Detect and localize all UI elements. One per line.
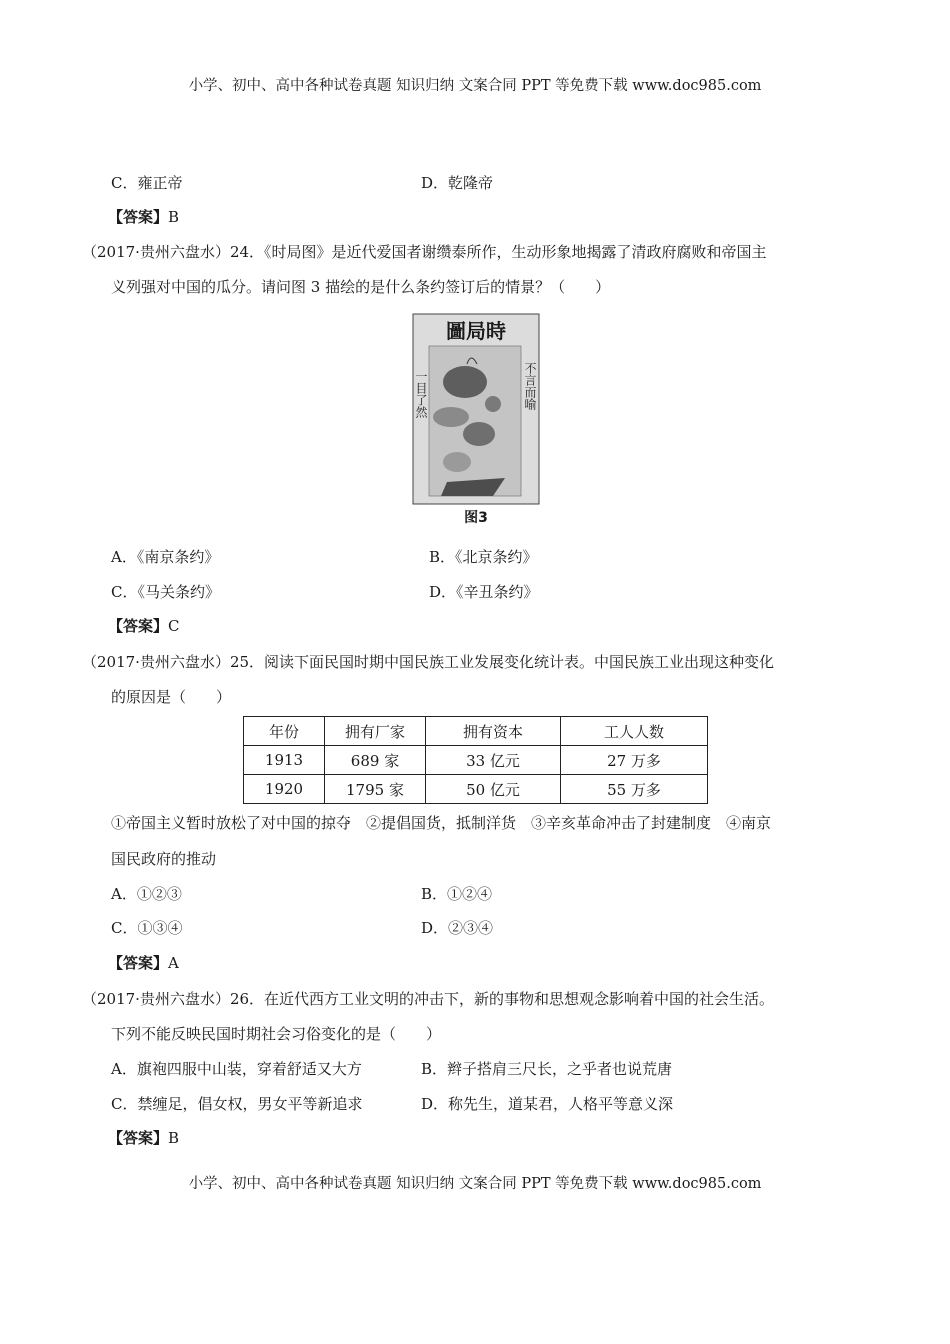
q26-answer [108, 1127, 179, 1148]
q24-stem-line1: （2017·贵州六盘水）24．《时局图》是近代爱国者谢缵泰所作，生动形象地揭露了清政府腐败和帝国主 [82, 243, 767, 261]
table-cell: 33 亿元 [426, 746, 561, 775]
prev-option-c: C．雍正帝 [111, 174, 183, 192]
q25-option-a: A．①②③ [111, 885, 182, 903]
q25-option-b: B．①②④ [421, 885, 493, 903]
shiju-tu-illustration [407, 312, 541, 528]
table-header-cell: 工人人数 [561, 717, 708, 746]
prev-option-d: D．乾隆帝 [421, 174, 494, 192]
q25-industry-table [243, 716, 708, 804]
table-row [244, 746, 708, 775]
q24-option-d: D．《辛丑条约》 [429, 583, 539, 601]
q26-stem-line1: （2017·贵州六盘水）26．在近代西方工业文明的冲击下，新的事物和思想观念影响着中国的社会生活。 [82, 990, 775, 1008]
table-header-cell: 拥有资本 [426, 717, 561, 746]
prev-answer [108, 206, 179, 227]
figure-right-text: 不言而喻 [523, 362, 537, 410]
answer-value: A [168, 954, 179, 972]
page-header: 小学、初中、高中各种试卷真题 知识归纳 文案合同 PPT 等免费下载 www.doc985.com [188, 78, 762, 94]
answer-value: B [168, 208, 180, 226]
q24-figure-shiju-tu [407, 312, 541, 528]
table-header-cell: 年份 [244, 717, 325, 746]
answer-label: 【答案】 [108, 954, 169, 972]
q26-option-d: D．称先生，道某君，人格平等意义深 [421, 1095, 674, 1113]
page-footer: 小学、初中、高中各种试卷真题 知识归纳 文案合同 PPT 等免费下载 www.doc985.com [188, 1176, 762, 1192]
table-cell: 55 万多 [561, 775, 708, 804]
figure-caption: 图3 [464, 510, 488, 526]
table-cell: 1920 [244, 775, 325, 804]
q25-stem-line2: 的原因是（ ） [111, 688, 232, 706]
table-row [244, 775, 708, 804]
q25-stem-line1: （2017·贵州六盘水）25．阅读下面民国时期中国民族工业发展变化统计表。中国民族工业出现这种变化 [82, 653, 775, 671]
q24-option-b: B．《北京条约》 [429, 548, 538, 566]
q24-option-a: A．《南京条约》 [111, 548, 220, 566]
q26-stem-line2: 下列不能反映民国时期社会习俗变化的是（ ） [111, 1025, 442, 1043]
q25-option-d: D．②③④ [421, 919, 494, 937]
table-cell: 689 家 [325, 746, 426, 775]
q25-answer [108, 952, 179, 973]
q25-statements-line2: 国民政府的推动 [111, 850, 217, 868]
q24-option-c: C．《马关条约》 [111, 583, 220, 601]
q26-option-a: A．旗袍四服中山装，穿着舒适又大方 [111, 1060, 362, 1078]
q26-option-c: C．禁缠足，倡女权，男女平等新追求 [111, 1095, 363, 1113]
q24-answer [108, 615, 180, 636]
table-cell: 1795 家 [325, 775, 426, 804]
table-cell: 27 万多 [561, 746, 708, 775]
q25-option-c: C．①③④ [111, 919, 183, 937]
table-cell: 50 亿元 [426, 775, 561, 804]
q25-statements-line1: ①帝国主义暂时放松了对中国的掠夺 ②提倡国货，抵制洋货 ③辛亥革命冲击了封建制度 ④南京 [111, 814, 772, 832]
q26-option-b: B．辫子搭肩三尺长，之乎者也说荒唐 [421, 1060, 673, 1078]
answer-label: 【答案】 [108, 1129, 169, 1147]
q24-stem-line2: 义列强对中国的瓜分。请问图 3 描绘的是什么条约签订后的情景？（ ） [111, 278, 611, 296]
table-header-cell: 拥有厂家 [325, 717, 426, 746]
figure-left-text: 一目了然 [414, 370, 428, 418]
figure-title: 圖局時 [446, 319, 506, 343]
answer-value: C [168, 617, 180, 635]
answer-label: 【答案】 [108, 208, 169, 226]
table-cell: 1913 [244, 746, 325, 775]
answer-label: 【答案】 [108, 617, 169, 635]
table-header-row [244, 717, 708, 746]
answer-value: B [168, 1129, 180, 1147]
